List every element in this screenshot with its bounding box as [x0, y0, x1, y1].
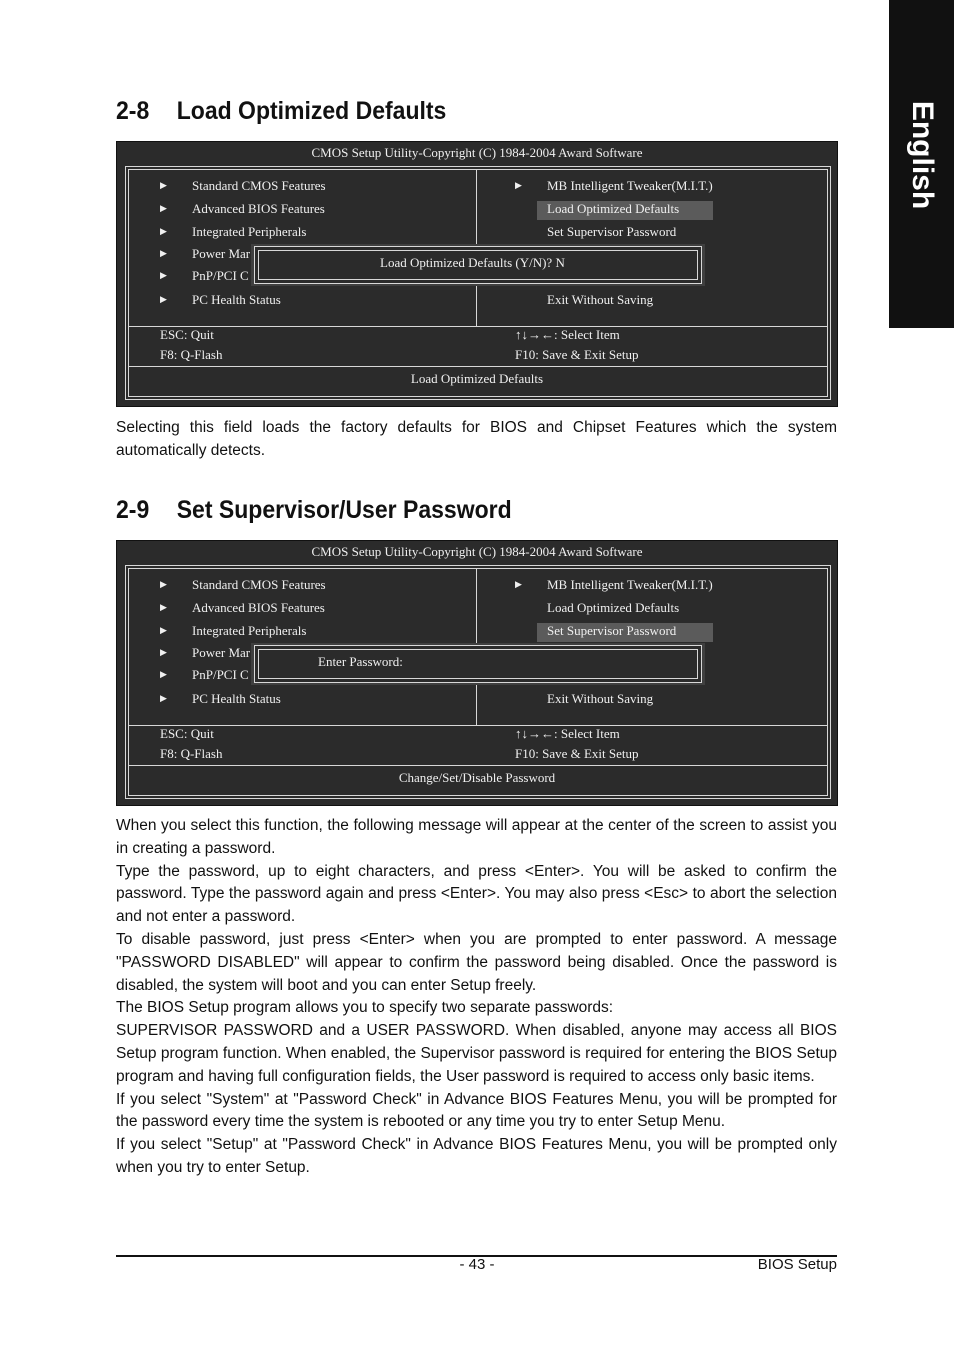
key-hint: ↑↓→←: Select Item — [515, 726, 620, 741]
submenu-arrow-icon: ▶ — [160, 270, 167, 280]
bios-menu-item[interactable]: MB Intelligent Tweaker(M.I.T.) — [547, 178, 713, 193]
bios-menu-item[interactable]: PnP/PCI C — [192, 268, 249, 283]
bios-menu-item[interactable]: Power Mar — [192, 645, 251, 660]
key-hint: F10: Save & Exit Setup — [515, 347, 639, 362]
bios-divider — [128, 725, 828, 726]
paragraph: Type the password, up to eight characters, and press <Enter>. You will be asked to confirm the password. Type the password again and press <Enter>. You may also press <Esc> to abort the selection and not enter a password. — [116, 862, 837, 926]
section-2-8-description — [116, 417, 837, 463]
bios-menu-item[interactable]: Exit Without Saving — [547, 691, 654, 706]
section-number: 2-8 — [116, 97, 150, 125]
password-prompt: Enter Password: — [318, 654, 403, 669]
submenu-arrow-icon: ▶ — [160, 248, 167, 258]
bios-menu-item-selected[interactable]: Load Optimized Defaults — [547, 201, 680, 216]
bios-menu-item[interactable]: Exit Without Saving — [547, 292, 654, 307]
section-2-9-description — [116, 815, 837, 1180]
bios-divider — [128, 366, 828, 367]
footer-section-name: BIOS Setup — [757, 1256, 837, 1273]
bios-menu-item[interactable]: Standard CMOS Features — [192, 178, 326, 193]
submenu-arrow-icon: ▶ — [160, 226, 167, 236]
submenu-arrow-icon: ▶ — [160, 669, 167, 679]
submenu-arrow-icon: ▶ — [160, 203, 167, 213]
confirm-dialog[interactable] — [254, 246, 702, 284]
bios-menu-item[interactable]: Integrated Peripherals — [192, 224, 307, 239]
section-number: 2-9 — [116, 496, 150, 524]
bios-menu-item-selected[interactable]: Set Supervisor Password — [547, 623, 677, 638]
bios-status-line: Load Optimized Defaults — [410, 371, 544, 386]
paragraph: If you select "Setup" at "Password Check" in Advance BIOS Features Menu, you will be prompted only when you try to enter Setup. — [116, 1136, 837, 1176]
dialog-prompt: Load Optimized Defaults (Y/N)? N — [380, 255, 565, 270]
section-heading-2-8 — [116, 97, 446, 126]
bios-menu-item[interactable]: Advanced BIOS Features — [192, 600, 325, 615]
bios-screenshot-password — [116, 540, 838, 806]
bios-header: CMOS Setup Utility-Copyright (C) 1984-2004 Award Software — [311, 544, 643, 559]
paragraph: When you select this function, the following message will appear at the center of the screen to assist you in creating a password. — [116, 817, 837, 857]
bios-menu-item[interactable]: Advanced BIOS Features — [192, 201, 325, 216]
paragraph: Selecting this field loads the factory defaults for BIOS and Chipset Features which the system automatically detects. — [116, 419, 837, 459]
submenu-arrow-icon: ▶ — [160, 180, 167, 190]
section-title: Load Optimized Defaults — [176, 97, 447, 125]
key-hint: F10: Save & Exit Setup — [515, 746, 639, 761]
bios-menu-item[interactable]: Integrated Peripherals — [192, 623, 307, 638]
bios-menu-item[interactable]: Standard CMOS Features — [192, 577, 326, 592]
submenu-arrow-icon: ▶ — [160, 647, 167, 657]
submenu-arrow-icon: ▶ — [160, 579, 167, 589]
key-hint: F8: Q-Flash — [160, 746, 223, 761]
bios-menu-item[interactable]: PC Health Status — [192, 292, 281, 307]
key-hint: F8: Q-Flash — [160, 347, 223, 362]
section-title: Set Supervisor/User Password — [176, 496, 512, 524]
paragraph: To disable password, just press <Enter> when you are prompted to enter password. A message "PASSWORD DISABLED" will appear to confirm the password being disabled. Once the password is disabled, the system will boot and you can enter Setup freely. — [116, 930, 837, 994]
key-hint: ESC: Quit — [160, 327, 214, 342]
submenu-arrow-icon: ▶ — [160, 625, 167, 635]
submenu-arrow-icon: ▶ — [515, 180, 522, 190]
paragraph: SUPERVISOR PASSWORD and a USER PASSWORD. When disabled, anyone may access all BIOS Setup program function. When enabled, the Supervisor password is required for entering the BIOS Setup program and having full configuration fields, the User password is required to access only basic items. — [116, 1022, 837, 1085]
key-hint: ↑↓→←: Select Item — [515, 327, 620, 342]
paragraph: If you select "System" at "Password Check" in Advance BIOS Features Menu, you will be prompted for the password every time the system is rebooted or any time you try to enter Setup Menu. — [116, 1090, 837, 1131]
key-hint: ESC: Quit — [160, 726, 214, 741]
bios-menu-item[interactable]: PnP/PCI C — [192, 667, 249, 682]
bios-menu-item[interactable]: MB Intelligent Tweaker(M.I.T.) — [547, 577, 713, 592]
section-heading-2-9 — [116, 496, 512, 525]
language-label: English — [905, 100, 939, 210]
bios-divider — [128, 326, 828, 327]
page-number: - 43 - — [459, 1256, 495, 1273]
submenu-arrow-icon: ▶ — [160, 693, 167, 703]
bios-header: CMOS Setup Utility-Copyright (C) 1984-2004 Award Software — [311, 145, 643, 160]
submenu-arrow-icon: ▶ — [160, 602, 167, 612]
bios-menu-item[interactable]: PC Health Status — [192, 691, 281, 706]
paragraph: The BIOS Setup program allows you to specify two separate passwords: — [116, 999, 614, 1017]
bios-divider — [128, 765, 828, 766]
bios-menu-item[interactable]: Load Optimized Defaults — [547, 600, 680, 615]
submenu-arrow-icon: ▶ — [515, 579, 522, 589]
bios-status-line: Change/Set/Disable Password — [398, 770, 556, 785]
bios-menu-item[interactable]: Power Mar — [192, 246, 251, 261]
bios-screenshot-load-defaults — [116, 141, 838, 407]
submenu-arrow-icon: ▶ — [160, 294, 167, 304]
bios-menu-item[interactable]: Set Supervisor Password — [547, 224, 677, 239]
language-side-tab — [889, 0, 954, 328]
password-dialog[interactable] — [254, 645, 702, 683]
